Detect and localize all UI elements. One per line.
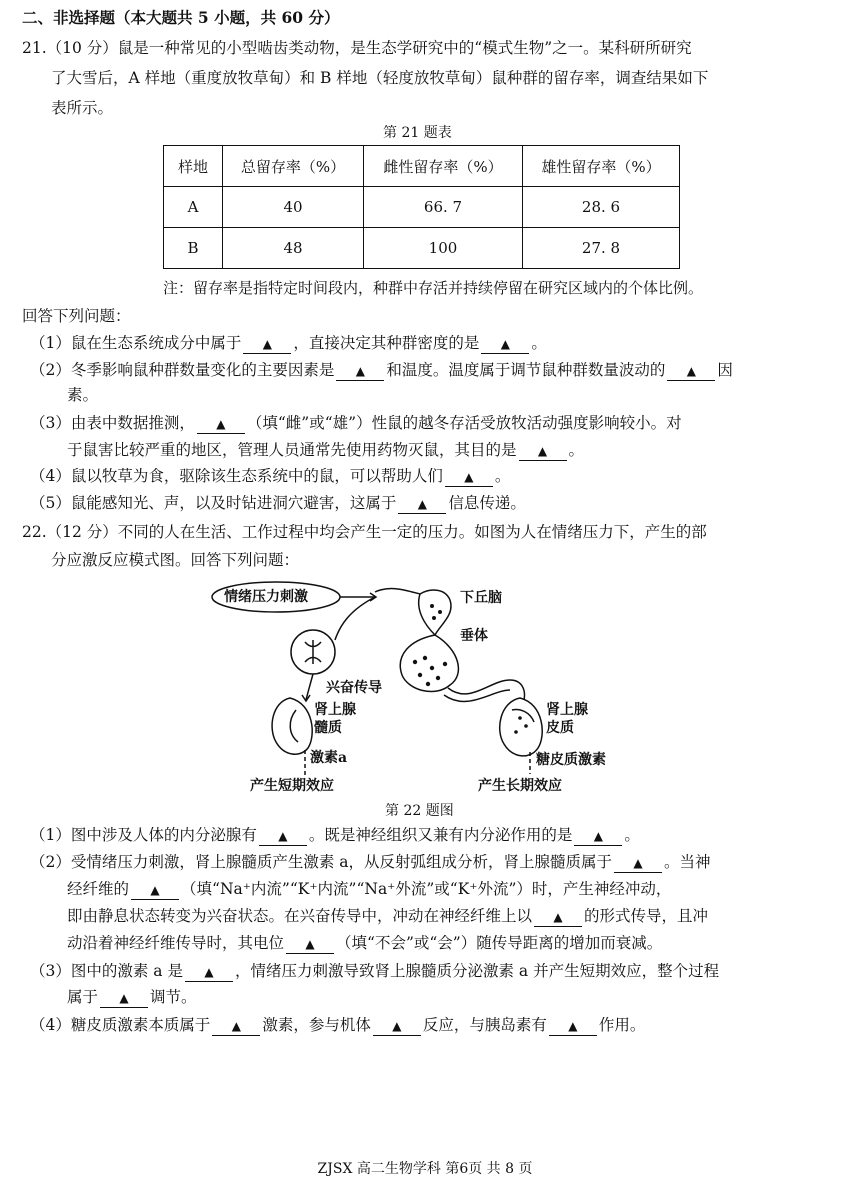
- table-header: 总留存率（%）: [223, 146, 364, 187]
- table-cell: 28. 6: [523, 187, 680, 228]
- answer-blank[interactable]: ▲: [259, 826, 307, 846]
- table-cell: A: [164, 187, 223, 228]
- answer-blank[interactable]: ▲: [185, 962, 233, 982]
- answer-blank[interactable]: ▲: [212, 1016, 260, 1036]
- q21-item-2-cont: 素。: [67, 386, 99, 404]
- adrenal-cortex-outline: [500, 698, 543, 756]
- answer-blank[interactable]: ▲: [197, 414, 245, 434]
- answer-blank[interactable]: ▲: [534, 907, 582, 927]
- answer-blank[interactable]: ▲: [336, 361, 384, 381]
- q21-item-3: （3）由表中数据推测， ▲ （填“雌”或“雄”）性鼠的越冬存活受放牧活动强度影响较小。对: [30, 414, 682, 432]
- q22-item-2-cont: 动沿着神经纤维传导时，其电位 ▲ （填“不会”或“会”）随传导距离的增加而衰减。: [67, 934, 663, 952]
- table-cell: 27. 8: [523, 228, 680, 269]
- stimulus-label: 情绪压力刺激: [224, 589, 308, 605]
- answer-blank[interactable]: ▲: [243, 334, 291, 354]
- table-row: [164, 228, 680, 269]
- excitation-label: 兴奋传导: [326, 680, 382, 696]
- table-cell: 48: [223, 228, 364, 269]
- table-cell: 40: [223, 187, 364, 228]
- cortex-label-1: 肾上腺: [546, 702, 588, 718]
- answer-blank[interactable]: ▲: [398, 494, 446, 514]
- q21-item-4: （4）鼠以牧草为食，驱除该生态系统中的鼠，可以帮助人们 ▲ 。: [30, 467, 511, 485]
- q22-intro-line: 22.（12 分）不同的人在生活、工作过程中均会产生一定的压力。如图为人在情绪压力下，产生的部: [22, 523, 707, 541]
- answer-blank[interactable]: ▲: [549, 1016, 597, 1036]
- q21-intro-line: 了大雪后，A 样地（重度放牧草甸）和 B 样地（轻度放牧草甸）鼠种群的留存率，调查结果如下: [51, 69, 709, 87]
- q22-item-4: （4）糖皮质激素本质属于 ▲ 激素，参与机体 ▲ 反应，与胰岛素有 ▲ 作用。: [30, 1016, 646, 1034]
- answer-blank[interactable]: ▲: [286, 934, 334, 954]
- q22-item-2: （2）受情绪压力刺激，肾上腺髓质产生激素 a，从反射弧组成分析，肾上腺髓质属于 ▲ 。当神: [30, 853, 711, 871]
- figure-caption: 第 22 题图: [385, 803, 454, 819]
- table-cell: 66. 7: [364, 187, 523, 228]
- table-row: [164, 187, 680, 228]
- stress-response-diagram: [210, 580, 650, 800]
- table-cell: 100: [364, 228, 523, 269]
- q22-item-2-cont: 经纤维的 ▲ （填“Na⁺内流”“K⁺内流”“Na⁺外流”或“K⁺外流”）时，产生神经冲动，: [67, 880, 672, 898]
- hypothalamus-label: 下丘脑: [460, 590, 502, 606]
- table-header-row: [164, 146, 680, 187]
- q21-item-1: （1）鼠在生态系统成分中属于 ▲ ，直接决定其种群密度的是 ▲ 。: [30, 334, 547, 352]
- glucocorticoid-label: 糖皮质激素: [536, 752, 606, 768]
- medulla-label-1: 肾上腺: [314, 702, 356, 718]
- page-footer: ZJSX 高二生物学科 第6页 共 8 页: [317, 1161, 533, 1177]
- table-header: 样地: [164, 146, 223, 187]
- answer-blank[interactable]: ▲: [131, 880, 179, 900]
- answer-blank[interactable]: ▲: [667, 361, 715, 381]
- answer-blank[interactable]: ▲: [481, 334, 529, 354]
- q22-intro-line: 分应激反应模式图。回答下列问题：: [51, 551, 300, 569]
- answer-blank[interactable]: ▲: [519, 441, 567, 461]
- q21-item-2: （2）冬季影响鼠种群数量变化的主要因素是 ▲ 和温度。温度属于调节鼠种群数量波动的 ▲ 因: [30, 361, 733, 379]
- table-header: 雄性留存率（%）: [523, 146, 680, 187]
- answer-blank[interactable]: ▲: [100, 988, 148, 1008]
- adrenal-medulla-outline: [272, 698, 312, 754]
- section-heading: 二、非选择题（本大题共 5 小题，共 60 分）: [22, 8, 340, 27]
- q22-item-3-cont: 属于 ▲ 调节。: [67, 988, 197, 1006]
- answer-blank[interactable]: ▲: [574, 826, 622, 846]
- answer-blank[interactable]: ▲: [373, 1016, 421, 1036]
- answer-blank[interactable]: ▲: [445, 467, 493, 487]
- long-effect-label: 产生长期效应: [478, 778, 562, 794]
- q21-intro-line: 21.（10 分）鼠是一种常见的小型啮齿类动物，是生态学研究中的“模式生物”之一。某科研所研究: [22, 39, 692, 57]
- table-header: 雌性留存率（%）: [364, 146, 523, 187]
- answer-blank[interactable]: ▲: [614, 853, 662, 873]
- table-note: 注：留存率是指特定时间段内，种群中存活并持续停留在研究区域内的个体比例。: [163, 279, 704, 297]
- q21-intro-line: 表所示。: [51, 99, 114, 117]
- q22-item-1: （1）图中涉及人体的内分泌腺有 ▲ 。既是神经组织又兼有内分泌作用的是 ▲ 。: [30, 826, 640, 844]
- table-cell: B: [164, 228, 223, 269]
- q21-item-5: （5）鼠能感知光、声，以及时钻进洞穴避害，这属于 ▲ 信息传递。: [30, 494, 526, 512]
- medulla-label-2: 髓质: [314, 720, 342, 736]
- hormone-a-label: 激素a: [310, 750, 348, 766]
- short-effect-label: 产生短期效应: [250, 778, 334, 794]
- table-caption: 第 21 题表: [383, 125, 452, 141]
- q22-item-3: （3）图中的激素 a 是 ▲ ，情绪压力刺激导致肾上腺髓质分泌激素 a 并产生短期效应，整个过程: [30, 962, 720, 980]
- cortex-label-2: 皮质: [546, 720, 574, 736]
- answer-prompt: 回答下列问题：: [22, 307, 131, 325]
- pituitary-label: 垂体: [460, 628, 488, 644]
- q22-item-2-cont: 即由静息状态转变为兴奋状态。在兴奋传导中，冲动在神经纤维上以 ▲ 的形式传导，且冲: [67, 907, 709, 925]
- survival-rate-table: [163, 145, 680, 269]
- q21-item-3-cont: 于鼠害比较严重的地区，管理人员通常先使用药物灭鼠，其目的是 ▲ 。: [67, 441, 585, 459]
